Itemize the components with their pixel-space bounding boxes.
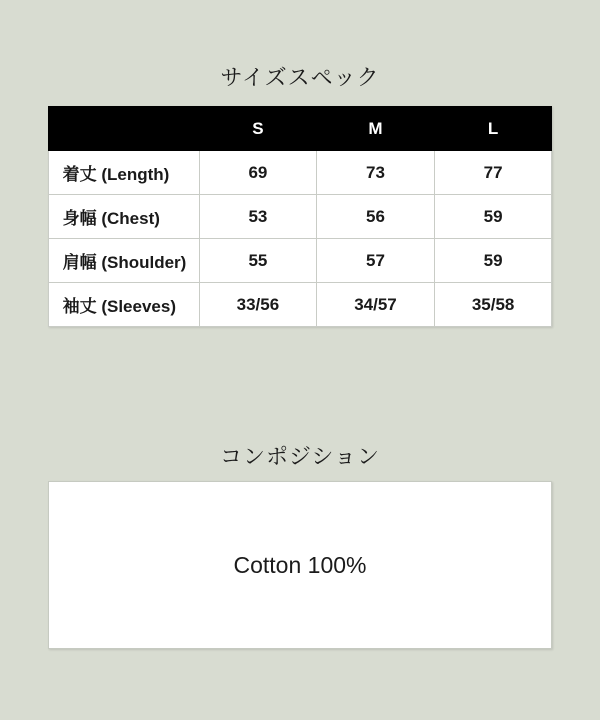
sleeves-value-s: 33/56 [199,283,317,327]
size-spec-title: サイズスペック [220,65,380,90]
header-size-s: S [199,107,317,151]
table-row-sleeves [48,283,552,327]
size-spec-table [48,106,553,327]
table-row-chest [48,195,552,239]
size-table-header [48,107,552,151]
header-size-m: M [317,107,435,151]
header-size-l: L [434,107,552,151]
chest-value-s: 53 [199,195,317,239]
chest-value-m: 56 [317,195,435,239]
sleeves-value-l: 35/58 [434,283,552,327]
row-label-chest: 身幅 (Chest) [48,195,199,239]
shoulder-value-s: 55 [199,239,317,283]
length-value-l: 77 [434,151,552,195]
header-label-cell [48,107,199,151]
shoulder-value-l: 59 [434,239,552,283]
length-value-m: 73 [317,151,435,195]
row-label-shoulder: 肩幅 (Shoulder) [48,239,199,283]
shoulder-value-m: 57 [317,239,435,283]
table-row-shoulder [48,239,552,283]
row-label-sleeves: 袖丈 (Sleeves) [48,283,199,327]
chest-value-l: 59 [434,195,552,239]
table-header-row [48,107,552,151]
composition-box [48,481,552,649]
length-value-s: 69 [199,151,317,195]
sleeves-value-m: 34/57 [317,283,435,327]
composition-title: コンポジション [219,444,380,469]
composition-value: Cotton 100% [233,551,367,578]
table-row-length [48,151,552,195]
row-label-length: 着丈 (Length) [48,151,199,195]
